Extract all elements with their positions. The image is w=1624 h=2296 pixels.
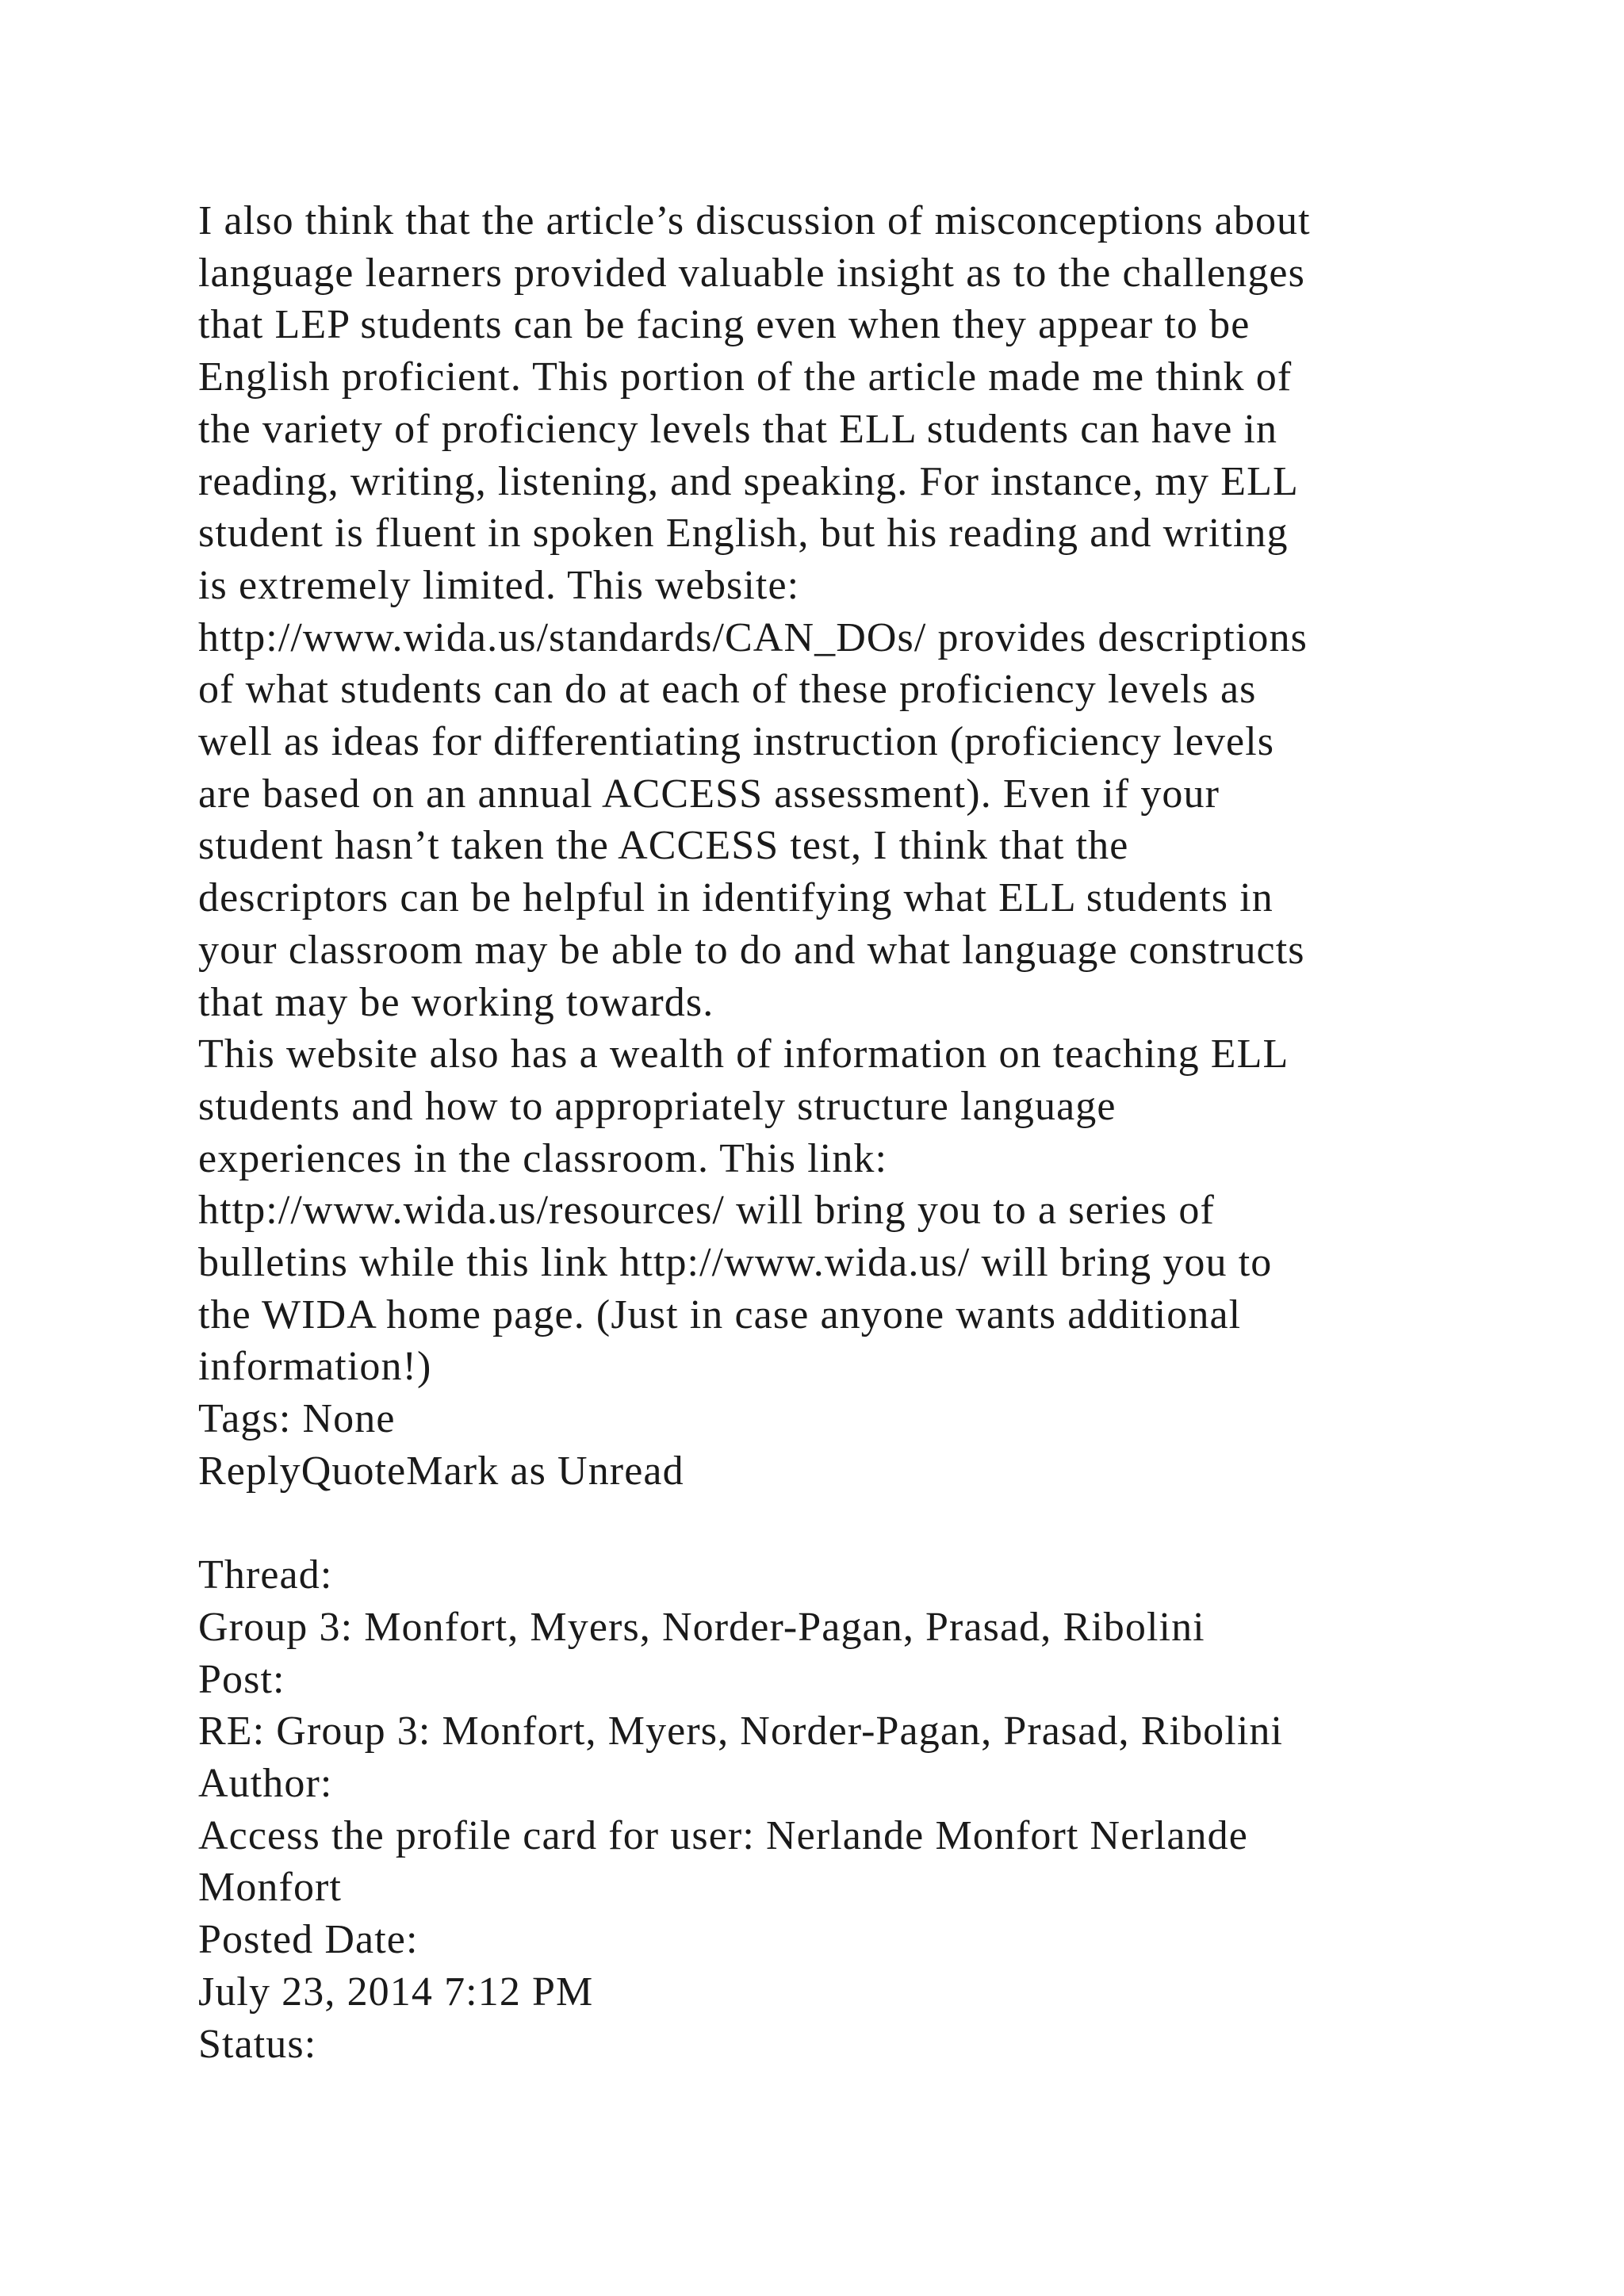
- text-line: that LEP students can be facing even when they appear to be: [198, 302, 1251, 348]
- text-line: that may be working towards.: [198, 979, 714, 1025]
- text-line: bulletins while this link http://www.wida.us/ will bring you to: [198, 1240, 1273, 1286]
- text-line: http://www.wida.us/standards/CAN_DOs/ provides descriptions: [198, 614, 1308, 660]
- text-line: students and how to appropriately structure language: [198, 1083, 1116, 1129]
- tags-line: Tags: None: [198, 1396, 396, 1442]
- spacer: [198, 1498, 1483, 1550]
- text-line: information!): [198, 1344, 432, 1390]
- text-line: This website also has a wealth of information on teaching ELL: [198, 1031, 1289, 1077]
- post-paragraph-2: [198, 1028, 1483, 1393]
- author-value[interactable]: Access the profile card for user: Nerlande Monfort Nerlande: [198, 1812, 1248, 1858]
- text-line: http://www.wida.us/resources/ will bring you to a series of: [198, 1188, 1215, 1234]
- text-line: the WIDA home page. (Just in case anyone wants additional: [198, 1292, 1242, 1337]
- posted-date-label: Posted Date:: [198, 1917, 419, 1963]
- text-line: language learners provided valuable insight as to the challenges: [198, 250, 1305, 296]
- text-line: of what students can do at each of these proficiency levels as: [198, 667, 1257, 713]
- text-line: are based on an annual ACCESS assessment). Even if your: [198, 771, 1220, 817]
- document-page: [198, 195, 1483, 2070]
- post-label: Post:: [198, 1656, 285, 1702]
- text-line: reading, writing, listening, and speaking. For instance, my ELL: [198, 458, 1299, 504]
- text-line: is extremely limited. This website:: [198, 562, 800, 608]
- post-paragraph-1: [198, 195, 1483, 1028]
- thread-label: Thread:: [198, 1552, 333, 1598]
- post-value: RE: Group 3: Monfort, Myers, Norder-Pagan, Prasad, Ribolini: [198, 1709, 1284, 1755]
- post-actions-line[interactable]: ReplyQuoteMark as Unread: [198, 1448, 684, 1494]
- posted-date-value: July 23, 2014 7:12 PM: [198, 1969, 594, 2015]
- text-line: English proficient. This portion of the article made me think of: [198, 354, 1293, 400]
- text-line: student is fluent in spoken English, but his reading and writing: [198, 511, 1289, 557]
- author-label: Author:: [198, 1761, 333, 1807]
- thread-value: Group 3: Monfort, Myers, Norder-Pagan, Prasad, Ribolini: [198, 1604, 1205, 1650]
- text-line: I also think that the article’s discussion of misconceptions about: [198, 198, 1311, 243]
- text-line: student hasn’t taken the ACCESS test, I think that the: [198, 823, 1129, 869]
- text-line: the variety of proficiency levels that ELL students can have in: [198, 406, 1278, 452]
- text-line: your classroom may be able to do and what language constructs: [198, 927, 1305, 973]
- status-label: Status:: [198, 2021, 317, 2067]
- text-line: experiences in the classroom. This link:: [198, 1135, 888, 1181]
- text-line: descriptors can be helpful in identifying what ELL students in: [198, 875, 1274, 921]
- author-value-continued[interactable]: Monfort: [198, 1865, 343, 1911]
- text-line: well as ideas for differentiating instruction (proficiency levels: [198, 719, 1275, 765]
